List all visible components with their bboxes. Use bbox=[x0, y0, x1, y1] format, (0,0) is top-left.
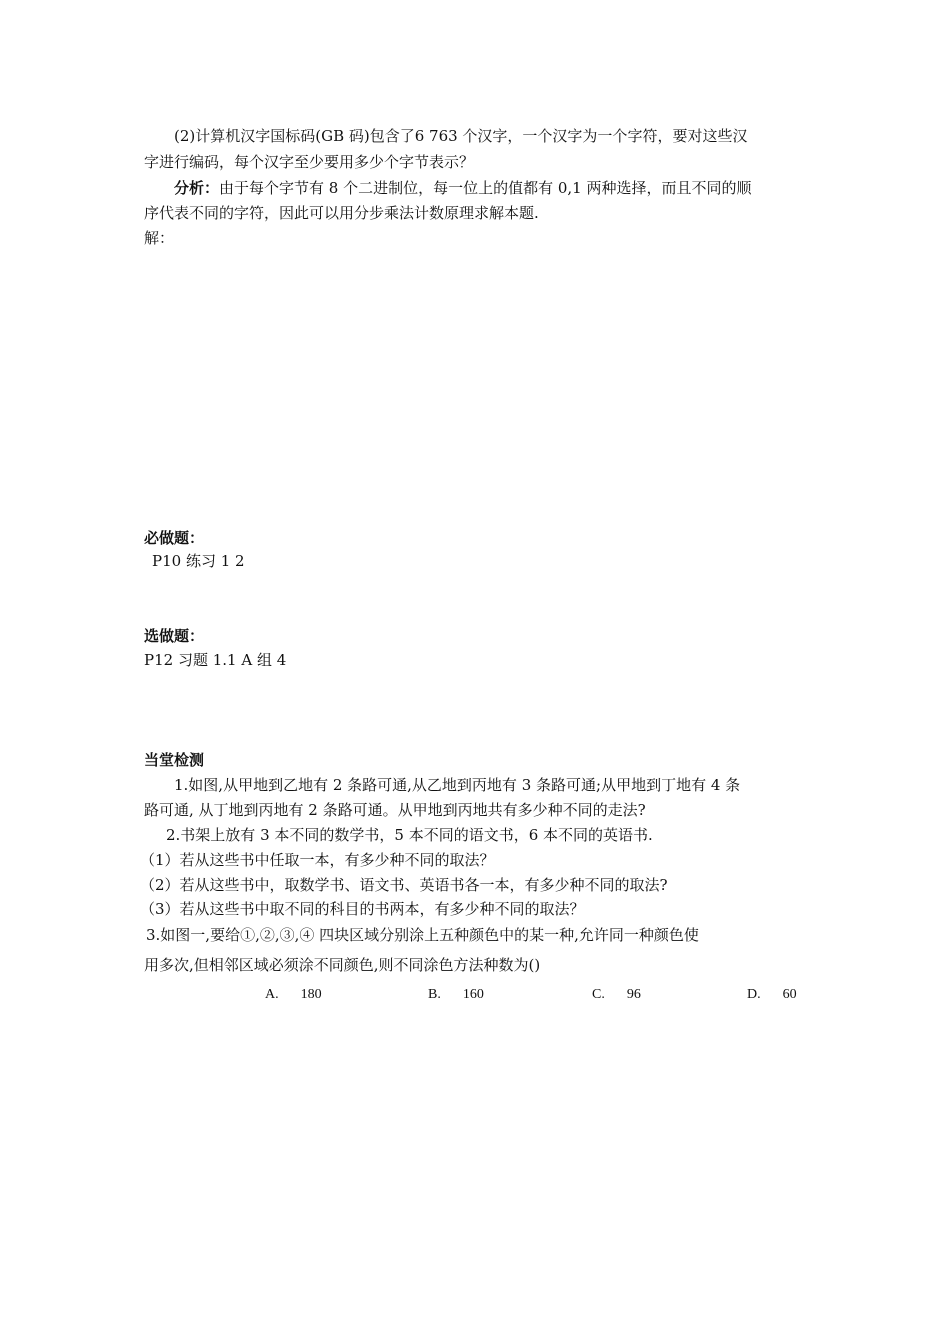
optional-content: P12 习题 1.1 A 组 4 bbox=[144, 651, 287, 669]
option-d-letter: D. bbox=[747, 987, 761, 1002]
check-q2-sub-2: （2）若从这些书中，取数学书、语文书、英语书各一本，有多少种不同的取法? bbox=[140, 876, 668, 894]
solution-label: 解： bbox=[144, 229, 175, 247]
required-content: P10 练习 1 2 bbox=[152, 552, 245, 570]
option-b-letter: B. bbox=[428, 987, 441, 1002]
check-q1-line-1: 1.如图,从甲地到乙地有 2 条路可通,从乙地到丙地有 3 条路可通;从甲地到丁地有 4 条 bbox=[174, 776, 741, 794]
optional-heading: 选做题： bbox=[144, 627, 205, 645]
analysis-paragraph-line-2: 序代表不同的字符，因此可以用分步乘法计数原理求解本题. bbox=[144, 204, 539, 222]
option-d-value: 60 bbox=[782, 987, 797, 1002]
option-b-value: 160 bbox=[462, 987, 484, 1002]
check-heading: 当堂检测 bbox=[144, 751, 205, 769]
example-question-line-1: (2)计算机汉字国标码(GB 码)包含了6 763 个汉字，一个汉字为一个字符，要对这些汉 bbox=[174, 127, 748, 145]
analysis-label: 分析： bbox=[174, 179, 220, 197]
option-c-letter: C. bbox=[592, 987, 605, 1002]
analysis-text-line-1: 由于每个字节有 8 个二进制位，每一位上的值都有 0,1 两种选择，而且不同的顺 bbox=[219, 179, 752, 197]
example-question-line-2: 字进行编码，每个汉字至少要用多少个字节表示？ bbox=[144, 153, 475, 171]
check-q3-line-2: 用多次,但相邻区域必须涂不同颜色,则不同涂色方法种数为() bbox=[144, 956, 541, 974]
check-q2-sub-1: （1）若从这些书中任取一本，有多少种不同的取法？ bbox=[140, 851, 495, 869]
check-q1-line-2: 路可通, 从丁地到丙地有 2 条路可通。从甲地到丙地共有多少种不同的走法? bbox=[144, 801, 646, 819]
option-a-letter: A. bbox=[265, 987, 279, 1002]
option-a bbox=[265, 985, 322, 1005]
check-q2-line-1: 2.书架上放有 3 本不同的数学书，5 本不同的语文书，6 本不同的英语书. bbox=[166, 826, 653, 844]
check-q3-line-1: 3.如图一,要给①,②,③,④ 四块区域分别涂上五种颜色中的某一种,允许同一种颜色使 bbox=[146, 926, 699, 944]
required-heading: 必做题： bbox=[144, 529, 205, 547]
option-b bbox=[428, 985, 484, 1005]
option-a-value: 180 bbox=[300, 987, 322, 1002]
check-q2-sub-3: （3）若从这些书中取不同的科目的书两本，有多少种不同的取法？ bbox=[140, 900, 585, 918]
option-c-value: 96 bbox=[626, 987, 641, 1002]
option-c bbox=[592, 985, 641, 1005]
option-d bbox=[747, 985, 797, 1005]
analysis-paragraph-line-1 bbox=[174, 178, 814, 198]
